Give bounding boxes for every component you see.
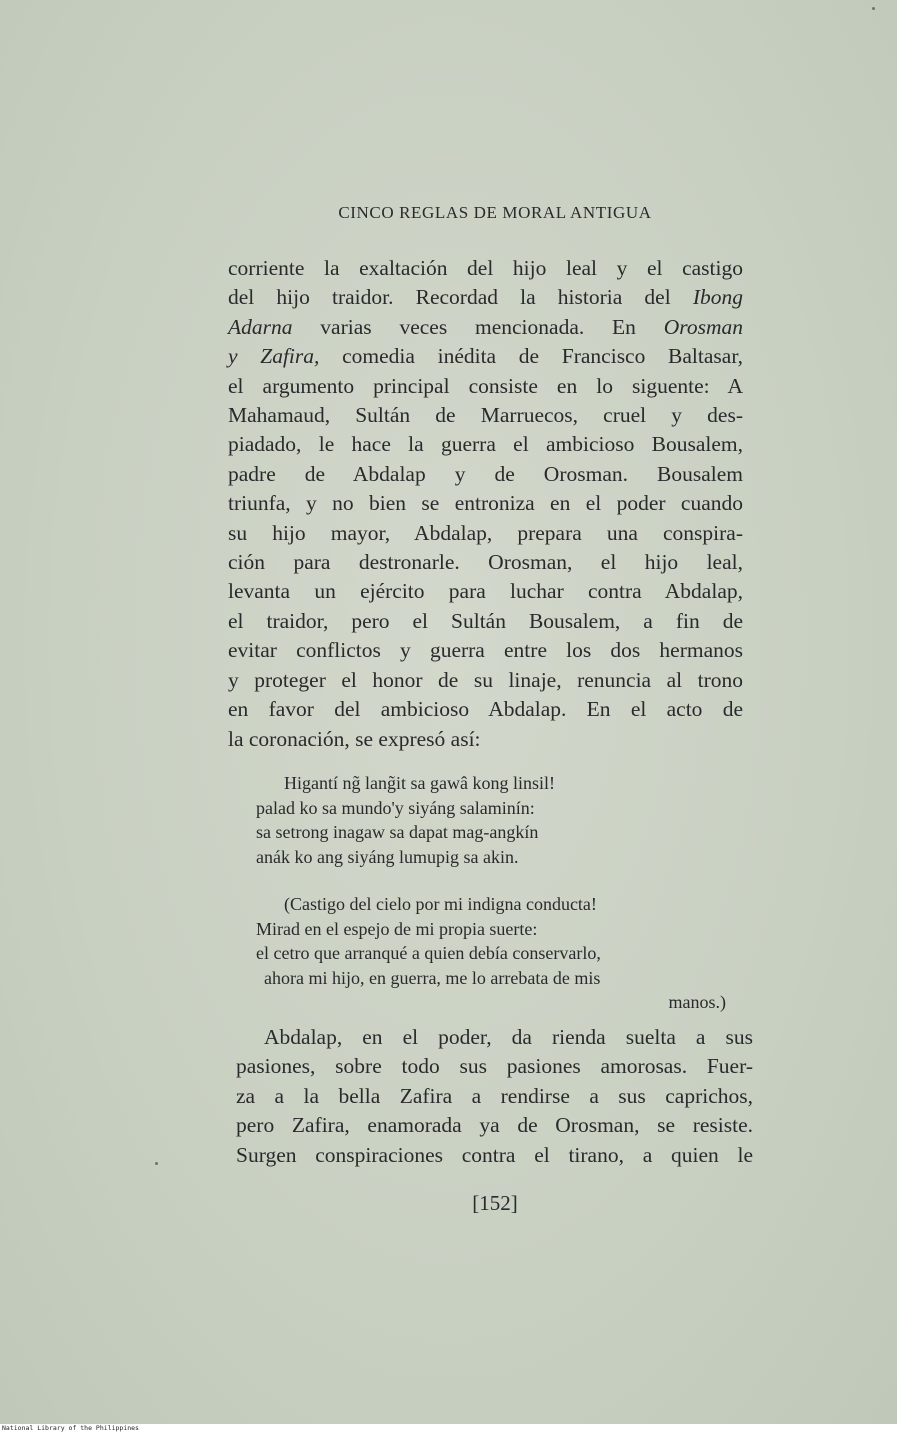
verse-tagalog (256, 771, 726, 869)
verse-line: el cetro que arranqué a quien debía conservarlo, (256, 943, 601, 964)
text-line (228, 283, 743, 312)
text-line: el argumento principal consiste en lo siguente: A (228, 373, 743, 398)
page-number: [152] (472, 1191, 518, 1215)
text-line (228, 313, 743, 342)
italic-title: y Zafira, (228, 344, 320, 369)
text-line: la coronación, se expresó así: (228, 726, 481, 751)
verse-line: (Castigo del cielo por mi indigna conducta! (284, 894, 597, 914)
text-line: Mahamaud, Sultán de Marruecos, cruel y des- (228, 403, 743, 428)
running-head: CINCO REGLAS DE MORAL ANTIGUA (338, 203, 652, 222)
text-line: pasiones, sobre todo sus pasiones amorosas. Fuer- (236, 1054, 753, 1079)
paragraph-2 (236, 1023, 753, 1170)
verse-line: Higantí ng̃ lang̃it sa gawâ kong linsil! (284, 773, 555, 793)
verse-spanish (256, 892, 726, 1015)
verse-line: sa setrong inagaw sa dapat mag-angkín (256, 822, 539, 843)
text-segment: del hijo traidor. Recordad la historia del (228, 285, 693, 310)
footer-credit: National Library of the Philippines (2, 1424, 139, 1432)
paper-speck (872, 7, 875, 10)
text-line: y proteger el honor de su linaje, renuncia al trono (228, 667, 743, 692)
text-line: piadado, le hace la guerra el ambicioso Bousalem, (228, 432, 743, 457)
text-line: padre de Abdalap y de Orosman. Bousalem (228, 461, 743, 486)
text-line: su hijo mayor, Abdalap, prepara una conspira- (228, 520, 743, 545)
text-segment: comedia inédita de Francisco Baltasar, (319, 344, 743, 369)
text-line: ción para destronarle. Orosman, el hijo leal, (228, 550, 743, 575)
text-line: corriente la exaltación del hijo leal y el castigo (228, 256, 743, 280)
italic-title: Ibong (692, 285, 743, 310)
paper-speck (155, 1162, 158, 1165)
text-line: za a la bella Zafira a rendirse a sus caprichos, (236, 1083, 753, 1108)
verse-line: ahora mi hijo, en guerra, me lo arrebata de mis (264, 967, 601, 988)
paragraph-1 (228, 254, 743, 754)
text-line: evitar conflictos y guerra entre los dos hermanos (228, 638, 743, 663)
footer-bar (0, 1424, 897, 1433)
verse-line: Mirad en el espejo de mi propia suerte: (256, 918, 538, 939)
verse-line: palad ko sa mundo'y siyáng salaminín: (256, 797, 535, 818)
text-line: Abdalap, en el poder, da rienda suelta a sus (264, 1025, 753, 1049)
text-line: Surgen conspiraciones contra el tirano, a quien le (236, 1142, 753, 1167)
text-line: en favor del ambicioso Abdalap. En el acto de (228, 697, 743, 722)
text-segment: varias veces mencionada. En (292, 314, 664, 339)
text-line: el traidor, pero el Sultán Bousalem, a fin de (228, 608, 743, 633)
text-line (228, 342, 743, 371)
text-line: pero Zafira, enamorada ya de Orosman, se resiste. (236, 1113, 753, 1138)
italic-title: Adarna (228, 314, 293, 339)
italic-title: Orosman (663, 314, 743, 339)
verse-line: anák ko ang siyáng lumupig sa akin. (256, 846, 519, 867)
text-line: triunfa, y no bien se entroniza en el poder cuando (228, 491, 743, 516)
text-line: levanta un ejército para luchar contra Abdalap, (228, 579, 743, 604)
verse-line: manos.) (668, 992, 726, 1013)
